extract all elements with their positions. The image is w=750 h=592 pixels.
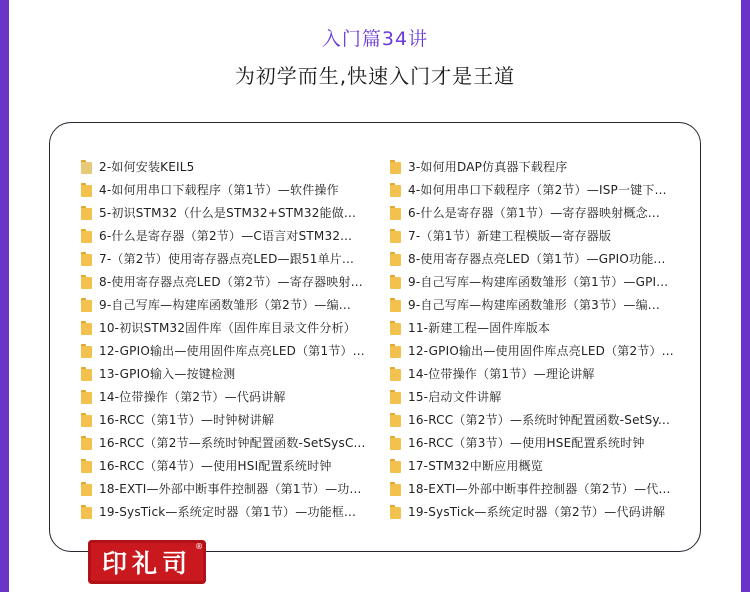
course-folder-item[interactable] bbox=[81, 293, 366, 316]
folder-icon bbox=[81, 160, 92, 174]
course-folder-item[interactable] bbox=[390, 270, 675, 293]
course-folder-item[interactable] bbox=[390, 339, 675, 362]
folder-icon bbox=[390, 183, 401, 197]
course-folder-item[interactable] bbox=[81, 385, 366, 408]
course-folder-label: 4-如何用串口下载程序（第2节）—ISP一键下... bbox=[408, 183, 667, 197]
course-folder-label: 11-新建工程—固件库版本 bbox=[408, 321, 551, 335]
folder-icon bbox=[390, 275, 401, 289]
course-folder-label: 14-位带操作（第1节）—理论讲解 bbox=[408, 367, 595, 381]
folder-icon bbox=[81, 436, 92, 450]
course-folder-item[interactable] bbox=[390, 362, 675, 385]
course-folder-label: 5-初识STM32（什么是STM32+STM32能做... bbox=[99, 206, 356, 220]
course-folder-label: 6-什么是寄存器（第2节）—C语言对STM32... bbox=[99, 229, 353, 243]
folder-icon bbox=[390, 206, 401, 220]
folder-icon bbox=[390, 252, 401, 266]
course-folder-label: 8-使用寄存器点亮LED（第1节）—GPIO功能... bbox=[408, 252, 666, 266]
course-folder-item[interactable] bbox=[81, 316, 366, 339]
folder-icon bbox=[81, 206, 92, 220]
course-folder-item[interactable] bbox=[390, 224, 675, 247]
course-folder-label: 6-什么是寄存器（第1节）—寄存器映射概念... bbox=[408, 206, 660, 220]
course-folder-item[interactable] bbox=[81, 454, 366, 477]
folder-icon bbox=[390, 390, 401, 404]
course-folder-item[interactable] bbox=[390, 155, 675, 178]
folder-icon bbox=[390, 459, 401, 473]
folder-icon bbox=[390, 298, 401, 312]
brand-seal-logo bbox=[88, 540, 206, 584]
course-folder-item[interactable] bbox=[390, 500, 675, 523]
page-subtitle: 为初学而生,快速入门才是王道 bbox=[234, 64, 516, 88]
folder-icon bbox=[390, 482, 401, 496]
course-folder-item[interactable] bbox=[81, 408, 366, 431]
course-folder-item[interactable] bbox=[81, 431, 366, 454]
course-folder-label: 14-位带操作（第2节）—代码讲解 bbox=[99, 390, 286, 404]
course-folder-label: 7-（第2节）使用寄存器点亮LED—跟51单片... bbox=[99, 252, 355, 266]
page-title: 入门篇34讲 bbox=[321, 28, 429, 50]
course-folder-item[interactable] bbox=[81, 500, 366, 523]
course-folder-label: 18-EXTI—外部中断事件控制器（第1节）—功... bbox=[99, 482, 362, 496]
course-folder-label: 13-GPIO输入—按键检测 bbox=[99, 367, 236, 381]
course-folder-label: 15-启动文件讲解 bbox=[408, 390, 502, 404]
course-folder-label: 2-如何安装KEIL5 bbox=[99, 160, 195, 174]
course-folder-item[interactable] bbox=[390, 477, 675, 500]
folder-icon bbox=[390, 321, 401, 335]
course-folder-label: 9-自己写库—构建库函数雏形（第3节）—编... bbox=[408, 298, 660, 312]
course-folder-item[interactable] bbox=[390, 431, 675, 454]
course-folder-label: 16-RCC（第3节）—使用HSE配置系统时钟 bbox=[408, 436, 645, 450]
seal-text: 印礼司 bbox=[101, 549, 192, 578]
folder-icon bbox=[81, 252, 92, 266]
course-folder-label: 19-SysTick—系统定时器（第2节）—代码讲解 bbox=[408, 505, 666, 519]
course-folder-label: 4-如何用串口下载程序（第1节）—软件操作 bbox=[99, 183, 339, 197]
folder-icon bbox=[81, 390, 92, 404]
registered-mark: ® bbox=[195, 542, 203, 551]
course-folder-label: 10-初识STM32固件库（固件库目录文件分析） bbox=[99, 321, 356, 335]
folder-icon bbox=[81, 482, 92, 496]
folder-icon bbox=[390, 160, 401, 174]
course-folder-item[interactable] bbox=[81, 224, 366, 247]
course-folder-label: 7-（第1节）新建工程模版—寄存器版 bbox=[408, 229, 612, 243]
course-folder-label: 8-使用寄存器点亮LED（第2节）—寄存器映射... bbox=[99, 275, 363, 289]
course-folder-label: 16-RCC（第4节）—使用HSI配置系统时钟 bbox=[99, 459, 332, 473]
folder-icon bbox=[390, 413, 401, 427]
course-folder-label: 16-RCC（第2节—系统时钟配置函数-SetSysC... bbox=[99, 436, 366, 450]
folder-icon bbox=[390, 436, 401, 450]
course-folder-item[interactable] bbox=[81, 362, 366, 385]
course-folder-item[interactable] bbox=[390, 293, 675, 316]
folder-icon bbox=[81, 321, 92, 335]
folder-icon bbox=[81, 344, 92, 358]
course-folder-item[interactable] bbox=[81, 247, 366, 270]
right-course-column bbox=[390, 155, 675, 523]
course-folder-item[interactable] bbox=[81, 477, 366, 500]
course-folder-label: 3-如何用DAP仿真器下载程序 bbox=[408, 160, 568, 174]
folder-icon bbox=[390, 367, 401, 381]
course-folder-item[interactable] bbox=[390, 247, 675, 270]
course-folder-label: 9-自己写库—构建库函数雏形（第1节）—GPI... bbox=[408, 275, 669, 289]
course-folder-label: 16-RCC（第2节）—系统时钟配置函数-SetSy... bbox=[408, 413, 671, 427]
course-folder-item[interactable] bbox=[390, 385, 675, 408]
course-folder-item[interactable] bbox=[81, 270, 366, 293]
folder-icon bbox=[81, 459, 92, 473]
course-folder-item[interactable] bbox=[390, 178, 675, 201]
course-folder-item[interactable] bbox=[390, 408, 675, 431]
course-folder-label: 17-STM32中断应用概览 bbox=[408, 459, 543, 473]
course-folder-label: 16-RCC（第1节）—时钟树讲解 bbox=[99, 413, 275, 427]
course-folder-label: 18-EXTI—外部中断事件控制器（第2节）—代... bbox=[408, 482, 671, 496]
folder-icon bbox=[81, 183, 92, 197]
left-course-column bbox=[81, 155, 366, 523]
folder-icon bbox=[81, 367, 92, 381]
folder-icon bbox=[81, 275, 92, 289]
course-folder-label: 12-GPIO输出—使用固件库点亮LED（第1节）... bbox=[99, 344, 365, 358]
course-folder-item[interactable] bbox=[390, 316, 675, 339]
course-folder-label: 12-GPIO输出—使用固件库点亮LED（第2节）... bbox=[408, 344, 674, 358]
course-folder-item[interactable] bbox=[81, 339, 366, 362]
course-folder-item[interactable] bbox=[81, 178, 366, 201]
course-folder-item[interactable] bbox=[390, 201, 675, 224]
course-folder-item[interactable] bbox=[81, 155, 366, 178]
folder-icon bbox=[81, 298, 92, 312]
course-folder-label: 19-SysTick—系统定时器（第1节）—功能框... bbox=[99, 505, 357, 519]
folder-icon bbox=[81, 413, 92, 427]
folder-icon bbox=[81, 505, 92, 519]
course-folder-item[interactable] bbox=[81, 201, 366, 224]
folder-icon bbox=[390, 344, 401, 358]
folder-icon bbox=[81, 229, 92, 243]
course-folder-label: 9-自己写库—构建库函数雏形（第2节）—编... bbox=[99, 298, 351, 312]
course-folder-item[interactable] bbox=[390, 454, 675, 477]
folder-icon bbox=[390, 229, 401, 243]
folder-icon bbox=[390, 505, 401, 519]
